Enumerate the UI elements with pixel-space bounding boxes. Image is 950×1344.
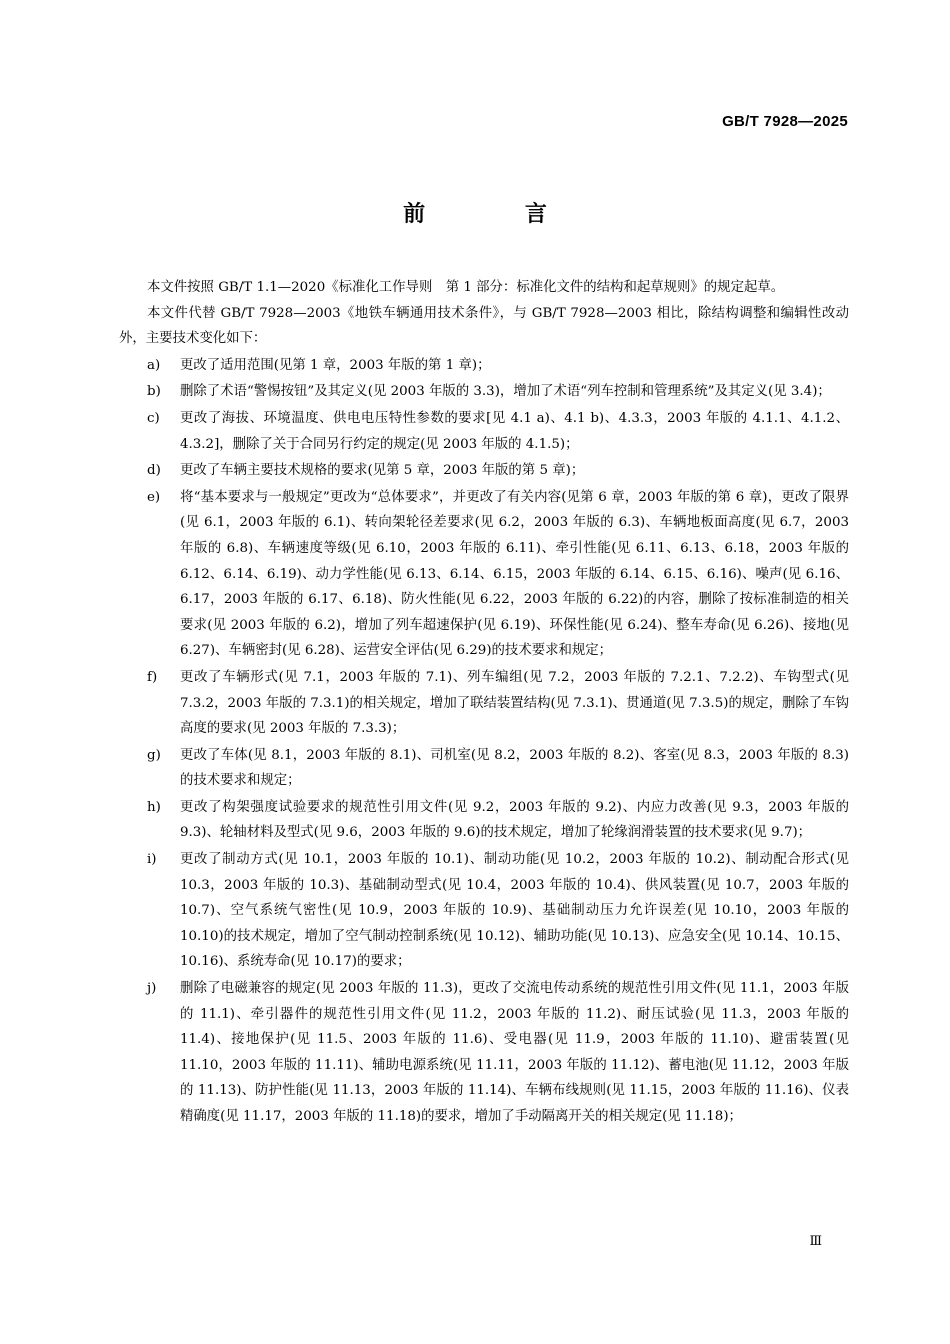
list-marker: f) (147, 669, 158, 685)
list-item-h (147, 795, 849, 846)
list-item-g (147, 743, 849, 794)
page-number: Ⅲ (809, 1234, 822, 1249)
list-item-text: 更改了车辆主要技术规格的要求(见第 5 章，2003 年版的第 5 章)； (180, 463, 585, 479)
intro-paragraph-1: 本文件按照 GB/T 1.1—2020《标准化工作导则 第 1 部分：标准化文件的结构和起草规则》的规定起草。 (147, 280, 785, 295)
document-body (119, 275, 849, 1130)
list-item-text: 删除了术语“警惕按钮”及其定义(见 2003 年版的 3.3)，增加了术语“列车控制和管理系统”及其定义(见 3.4)； (180, 384, 831, 400)
list-marker: j) (147, 981, 157, 997)
list-item-text: 更改了适用范围(见第 1 章，2003 年版的第 1 章)； (180, 357, 491, 373)
list-item-d (147, 458, 849, 484)
list-item-text: 更改了车体(见 8.1，2003 年版的 8.1)、司机室(见 8.2，2003 年版的 8.2)、客室(见 8.3，2003 年版的 8.3)的技术要求和规定； (180, 747, 849, 789)
intro-paragraph-2: 本文件代替 GB/T 7928—2003《地铁车辆通用技术条件》，与 GB/T 7928—2003 相比，除结构调整和编辑性改动外，主要技术变化如下： (119, 305, 849, 347)
list-marker: a) (147, 357, 161, 373)
list-marker: d) (147, 463, 161, 479)
list-marker: b) (147, 384, 161, 400)
list-item-e (147, 485, 849, 664)
list-marker: h) (147, 799, 161, 815)
list-item-j (147, 976, 849, 1130)
page-title: 前 言 (403, 202, 593, 227)
list-item-b (147, 379, 849, 405)
list-item-text: 更改了制动方式(见 10.1，2003 年版的 10.1)、制动功能(见 10.2，2003 年版的 10.2)、制动配合形式(见 10.3，2003 年版的 10.3)、基础制动型式(见 10.4，2003 年版的 10.4)、供风装置(见 10.7，2003 年版的 10.7)、空气系统气密性(见 10.9，2003 年版的 10.9)、基础制动压力允许误差(见 10.10，2003 年版的 10.10)的技术规定，增加了空气制动控制系统(见 10.12)、辅助功能(见 10.13)、应急安全(见 10.14、10.15、10.16)、系统寿命(见 10.17)的要求； (180, 852, 849, 970)
standard-code: GB/T 7928—2025 (722, 113, 848, 130)
list-item-text: 更改了车辆形式(见 7.1，2003 年版的 7.1)、列车编组(见 7.2，2003 年版的 7.2.1、7.2.2)、车钩型式(见 7.3.2，2003 年版的 7.3.1)的相关规定，增加了联结装置结构(见 7.3.1)、贯通道(见 7.3.5)的规定，删除了车钩高度的要求(见 2003 年版的 7.3.3)； (180, 669, 849, 737)
list-item-text: 更改了海拔、环境温度、供电电压特性参数的要求[见 4.1 a)、4.1 b)、4.3.3，2003 年版的 4.1.1、4.1.2、4.3.2]，删除了关于合同另行约定的规定(见 2003 年版的 4.1.5)； (180, 410, 849, 452)
list-item-i (147, 847, 849, 975)
list-marker: g) (147, 747, 161, 763)
list-item-c (147, 406, 849, 457)
list-item-text: 将“基本要求与一般规定”更改为“总体要求”，并更改了有关内容(见第 6 章，2003 年版的第 6 章)，更改了限界(见 6.1，2003 年版的 6.1)、转向架轮径差要求(见 6.2，2003 年版的 6.3)、车辆地板面高度(见 6.7，2003 年版的 6.8)、车辆速度等级(见 6.10，2003 年版的 6.11)、牵引性能(见 6.11、6.13、6.18，2003 年版的 6.12、6.14、6.19)、动力学性能(见 6.13、6.14、6.15，2003 年版的 6.14、6.15、6.16)、噪声(见 6.16、6.17，2003 年版的 6.17、6.18)、防火性能(见 6.22，2003 年版的 6.22)的内容，删除了按标准制造的相关要求(见 2003 年版的 6.2)，增加了列车超速保护(见 6.19)、环保性能(见 6.24)、整车寿命(见 6.26)、接地(见 6.27)、车辆密封(见 6.28)、运营安全评估(见 6.29)的技术要求和规定； (180, 489, 849, 659)
list-marker: c) (147, 410, 160, 426)
list-item-a (147, 353, 849, 379)
list-marker: e) (147, 489, 161, 505)
list-marker: i) (147, 852, 157, 868)
list-item-f (147, 665, 849, 742)
list-item-text: 删除了电磁兼容的规定(见 2003 年版的 11.3)，更改了交流电传动系统的规范性引用文件(见 11.1，2003 年版的 11.1)、牵引器件的规范性引用文件(见 11.2，2003 年版的 11.2)、耐压试验(见 11.3，2003 年版的 11.4)、接地保护(见 11.5、2003 年版的 11.6)、受电器(见 11.9，2003 年版的 11.10)、避雷装置(见 11.10，2003 年版的 11.11)、辅助电源系统(见 11.11，2003 年版的 11.12)、蓄电池(见 11.12，2003 年版的 11.13)、防护性能(见 11.13，2003 年版的 11.14)、车辆布线规则(见 11.15，2003 年版的 11.16)、仪表精确度(见 11.17，2003 年版的 11.18)的要求，增加了手动隔离开关的相关规定(见 11.18)； (180, 981, 849, 1124)
list-item-text: 更改了构架强度试验要求的规范性引用文件(见 9.2，2003 年版的 9.2)、内应力改善(见 9.3，2003 年版的 9.3)、轮轴材料及型式(见 9.6，2003 年版的 9.6)的技术规定，增加了轮缘润滑装置的技术要求(见 9.7)； (180, 799, 849, 841)
